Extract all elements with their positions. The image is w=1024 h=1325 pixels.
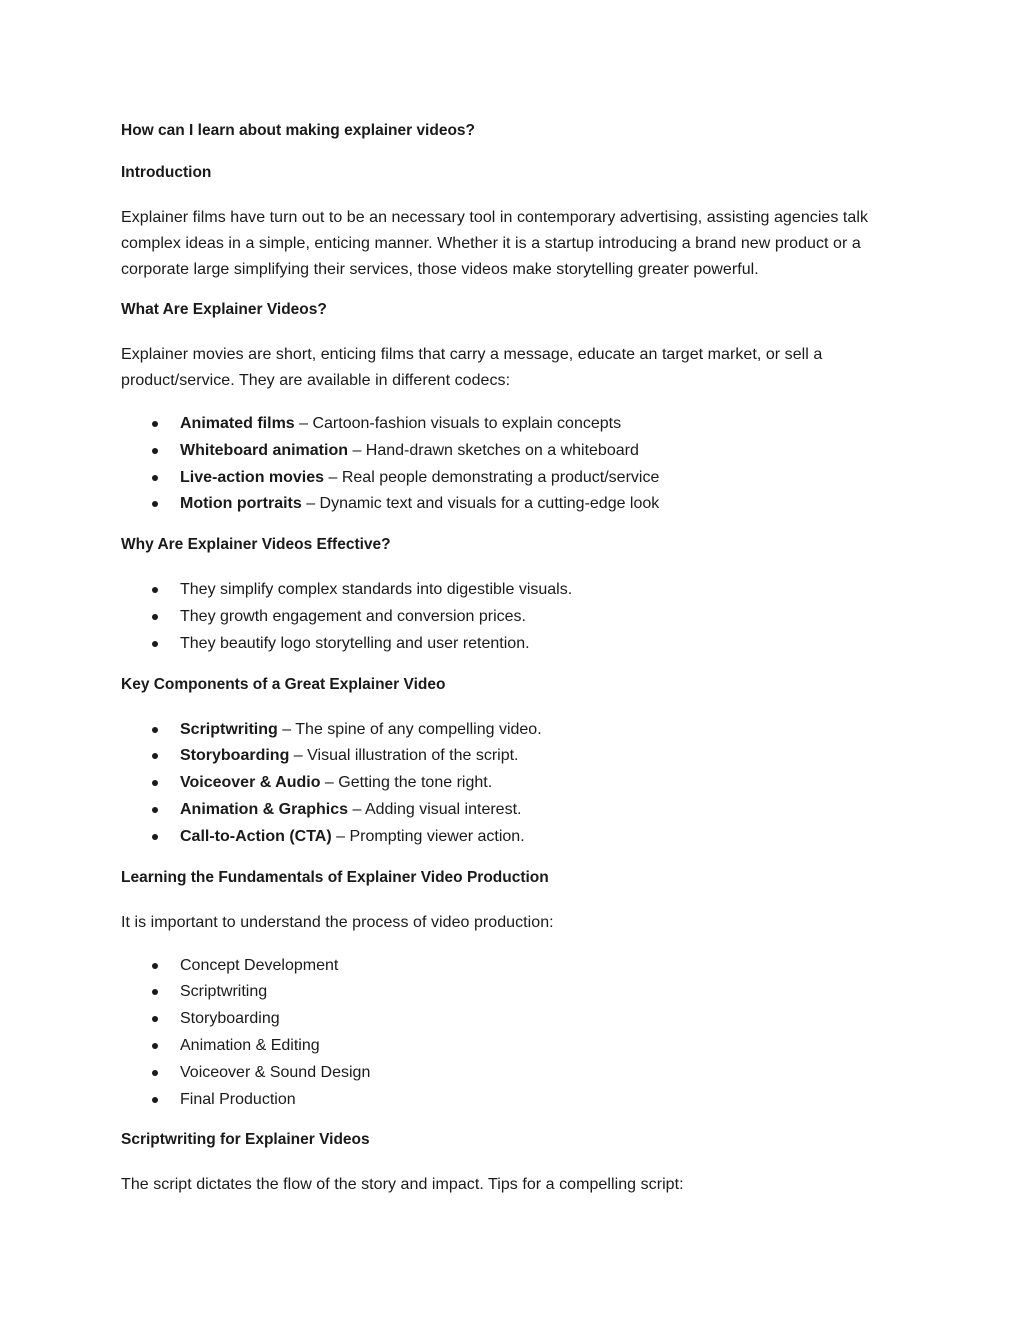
list-item-text: Storyboarding (180, 1010, 280, 1028)
list-item (121, 1006, 911, 1033)
list-item-text: Final Production (180, 1090, 296, 1108)
list-item (121, 797, 911, 824)
bullet-icon (152, 501, 158, 507)
video-formats-list (121, 411, 911, 518)
list-item (121, 1087, 911, 1114)
bullet-icon (152, 1097, 158, 1103)
list-item-text: They growth engagement and conversion prices. (180, 607, 526, 625)
fundamentals-heading: Learning the Fundamentals of Explainer Video Production (121, 868, 549, 886)
bullet-icon (152, 475, 158, 481)
scriptwriting-heading: Scriptwriting for Explainer Videos (121, 1131, 370, 1149)
list-item-text: Voiceover & Sound Design (180, 1063, 371, 1081)
list-item-desc: – Adding visual interest. (348, 800, 522, 818)
list-item-desc: – The spine of any compelling video. (277, 720, 542, 738)
list-item-desc: – Prompting viewer action. (331, 827, 525, 845)
bullet-icon (152, 807, 158, 813)
list-item-term: Animated films (180, 415, 295, 432)
list-item (121, 824, 911, 851)
what-heading: What Are Explainer Videos? (121, 301, 327, 318)
bullet-icon (152, 1070, 158, 1076)
bullet-icon (152, 780, 158, 786)
list-item-term: Animation & Graphics (180, 800, 349, 818)
bullet-icon (152, 989, 158, 995)
list-item-desc: – Visual illustration of the script. (289, 747, 519, 765)
list-item-term: Motion portraits (180, 495, 302, 513)
effectiveness-list (121, 577, 911, 657)
intro-heading: Introduction (121, 164, 212, 181)
list-item-term: Scriptwriting (180, 720, 278, 738)
list-item-desc: – Cartoon-fashion visuals to explain concepts (294, 415, 622, 432)
bullet-icon (152, 641, 158, 647)
document-title: How can I learn about making explainer videos? (121, 122, 476, 139)
list-item-desc: – Getting the tone right. (320, 774, 493, 792)
bullet-icon (152, 963, 158, 969)
production-steps-list (121, 953, 911, 1114)
components-heading: Key Components of a Great Explainer Video (121, 675, 446, 693)
list-item-text: They simplify complex standards into digestible visuals. (180, 581, 573, 599)
intro-paragraph: Explainer films have turn out to be an necessary tool in contemporary advertising, assisting agencies talk complex ideas in a simple, enticing manner. Whether it is a startup introducing a brand new product or a corporate large simplifying their services, those videos make storytelling greater powerful. (121, 209, 869, 278)
fundamentals-paragraph: It is important to understand the process of video production: (121, 913, 554, 931)
why-heading: Why Are Explainer Videos Effective? (121, 536, 391, 554)
list-item-text: Animation & Editing (180, 1036, 320, 1054)
list-item (121, 770, 911, 797)
bullet-icon (152, 1043, 158, 1049)
list-item (121, 717, 911, 744)
list-item-term: Live-action movies (180, 468, 325, 486)
list-item-desc: – Dynamic text and visuals for a cutting-edge look (301, 495, 660, 513)
list-item-term: Whiteboard animation (180, 441, 348, 459)
list-item (121, 631, 911, 658)
bullet-icon (152, 834, 158, 840)
list-item-text: Scriptwriting (180, 983, 268, 1001)
bullet-icon (152, 448, 158, 454)
list-item (121, 953, 911, 980)
bullet-icon (152, 1016, 158, 1022)
list-item (121, 577, 911, 604)
list-item-desc: – Real people demonstrating a product/service (324, 468, 660, 486)
list-item (121, 1060, 911, 1087)
list-item (121, 979, 911, 1006)
components-list (121, 717, 911, 851)
list-item (121, 411, 911, 438)
list-item (121, 491, 911, 518)
list-item (121, 604, 911, 631)
list-item-text: They beautify logo storytelling and user retention. (180, 634, 530, 652)
list-item-term: Call-to-Action (CTA) (180, 827, 332, 845)
bullet-icon (152, 727, 158, 733)
document-page (121, 121, 911, 1198)
list-item (121, 1033, 911, 1060)
list-item-term: Voiceover & Audio (180, 774, 321, 792)
list-item (121, 438, 911, 465)
list-item-text: Concept Development (180, 956, 339, 974)
list-item-desc: – Hand-drawn sketches on a whiteboard (348, 441, 639, 459)
list-item-term: Storyboarding (180, 747, 290, 765)
bullet-icon (152, 587, 158, 593)
bullet-icon (152, 753, 158, 759)
bullet-icon (152, 421, 158, 427)
scriptwriting-paragraph: The script dictates the flow of the story and impact. Tips for a compelling script: (121, 1176, 684, 1194)
list-item (121, 743, 911, 770)
list-item (121, 465, 911, 492)
what-paragraph: Explainer movies are short, enticing films that carry a message, educate an target market, or sell a product/service. They are available in different codecs: (121, 346, 823, 389)
bullet-icon (152, 614, 158, 620)
